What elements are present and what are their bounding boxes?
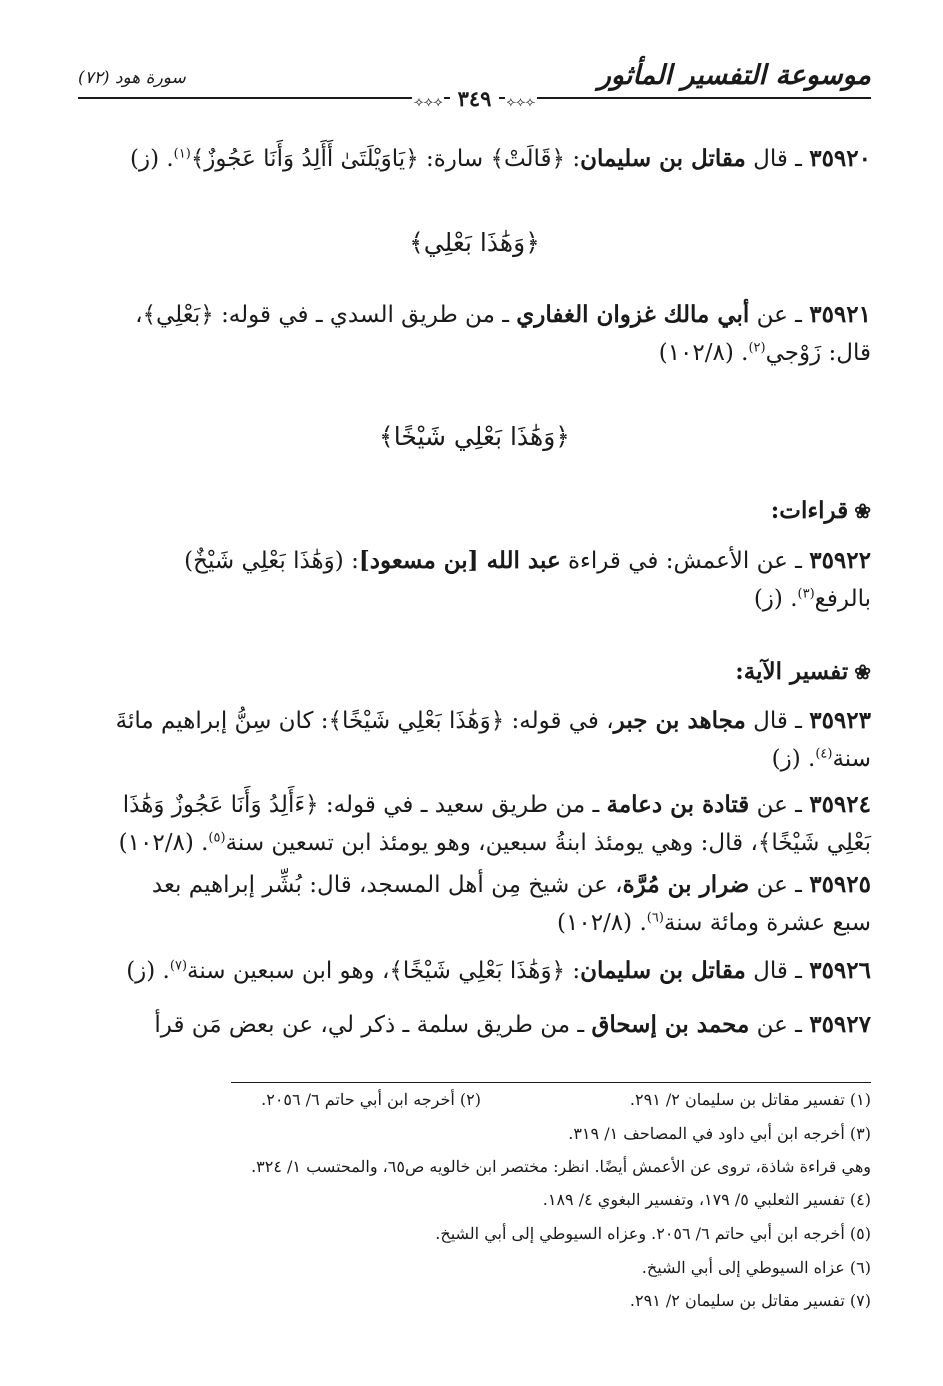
entry-text: ـ من طريق سلمة ـ ذكر لي، عن بعض مَن قرأ <box>154 1012 592 1038</box>
narrator-name: أبي مالك غزوان الغفاري <box>516 301 750 328</box>
ornament-icon: ⟢⟢⟢ <box>506 95 536 110</box>
entry-source: . (ز) <box>126 958 170 984</box>
entry-text: سنة <box>832 746 871 772</box>
heading-text: قراءات: <box>770 497 849 524</box>
flower-icon: ❀ <box>854 499 871 523</box>
ornament-icon: ⟣⟣⟣ <box>413 95 443 110</box>
section-heading-tafsir <box>735 658 871 685</box>
entry-35926 <box>78 952 871 990</box>
entry-text: ـ قال <box>745 146 810 172</box>
narrator-name: مقاتل بن سليمان <box>580 957 746 984</box>
entry-35920 <box>78 140 871 178</box>
page-number-area <box>78 86 871 111</box>
section-heading-qiraat <box>771 497 871 524</box>
entry-number: ٣٥٩٢٢ <box>809 547 871 574</box>
footnote-ref: (٢) <box>748 340 766 356</box>
entry-source: . (ز) <box>771 746 816 772</box>
entry-text: بالرفع <box>814 586 871 612</box>
footnote-3: (٣) أخرجه ابن أبي داود في المصاحف ١/ ٣١٩. <box>568 1124 871 1143</box>
narrator-name: قتادة بن دعامة <box>606 791 750 818</box>
entry-35925 <box>78 866 871 942</box>
narrator-name: مقاتل بن سليمان <box>580 145 746 172</box>
entry-source: . (ز) <box>129 146 174 172</box>
entry-source: . (ز) <box>753 586 798 612</box>
verse-heading: ﴿وَهَٰذَا بَعْلِي شَيْخًا﴾ <box>379 422 570 451</box>
entry-35927 <box>78 1006 871 1044</box>
entry-number: ٣٥٩٢٦ <box>809 957 871 984</box>
entry-35922 <box>78 542 871 618</box>
footnote-6: (٦) عزاه السيوطي إلى أبي الشيخ. <box>641 1258 871 1277</box>
entry-text: ـ من طريق السدي ـ في قوله: ﴿بَعْلِي﴾، <box>135 302 517 328</box>
entry-text: ـ عن <box>749 792 810 818</box>
footnote-row <box>60 1090 871 1112</box>
footnote-ref: (٦) <box>646 910 664 926</box>
flower-icon: ❀ <box>854 660 871 684</box>
narrator-name: ضرار بن مُرَّة <box>622 871 750 898</box>
entry-text: ـ قال <box>745 708 810 734</box>
entry-source: . (١٠٢/٨) <box>118 830 209 856</box>
narrator-name: محمد بن إسحاق <box>591 1011 750 1038</box>
entry-text: : (وَهَٰذَا بَعْلِي شَيْخٌ) <box>184 548 359 574</box>
entry-text: ـ عن الأعمش: في قراءة <box>560 548 810 574</box>
entry-text: ، عن شيخ مِن أهل المسجد، قال: بُشِّر إبراهيم بعد <box>151 872 623 898</box>
entry-text: ـ عن <box>749 872 810 898</box>
footnote-ref: (٧) <box>169 958 188 974</box>
footnote-ref: (٥) <box>208 830 226 846</box>
footnote-2: (٢) أخرجه ابن أبي حاتم ٦/ ٢٠٥٦. <box>261 1090 481 1109</box>
entry-number: ٣٥٩٢٧ <box>809 1011 871 1038</box>
entry-number: ٣٥٩٢٠ <box>809 145 871 172</box>
entry-35923 <box>78 702 871 778</box>
narrator-name: عبد الله [بن مسعود] <box>358 547 561 574</box>
verse-heading: ﴿وَهَٰذَا بَعْلِي﴾ <box>409 228 540 257</box>
entry-35921 <box>78 296 871 372</box>
entry-text: ـ من طريق سعيد ـ في قوله: ﴿ءَأَلِدُ وَأَنَا عَجُوزٌ وَهَٰذَا <box>122 792 607 818</box>
entry-text: ـ عن <box>749 1012 810 1038</box>
entry-text: : ﴿قَالَتْ﴾ سارة: ﴿يَاوَيْلَتَىٰ أَأَلِدُ وَأَنَا عَجُوزٌ﴾ <box>190 146 581 172</box>
page-header <box>78 58 871 111</box>
footnote-ref: (٤) <box>815 746 833 762</box>
entry-text: قال: زَوْجي <box>765 340 871 366</box>
footnote-1: (١) تفسير مقاتل بن سليمان ٢/ ٢٩١. <box>629 1090 871 1109</box>
footnote-ref: (٣) <box>797 586 815 602</box>
footnote-4: (٤) تفسير الثعلبي ٥/ ١٧٩، وتفسير البغوي ٤/ ١٨٩. <box>542 1190 871 1209</box>
entry-text: سبع عشرة ومائة سنة <box>663 910 871 936</box>
footnote-rule <box>231 1082 871 1083</box>
entry-text: ـ قال <box>745 958 810 984</box>
entry-35924 <box>78 786 871 862</box>
footnote-5: (٥) أخرجه ابن أبي حاتم ٦/ ٢٠٥٦. وعزاه السيوطي إلى أبي الشيخ. <box>435 1224 871 1243</box>
footnote-7: (٧) تفسير مقاتل بن سليمان ٢/ ٢٩١. <box>629 1291 871 1310</box>
narrator-name: مجاهد بن جبر <box>613 707 746 734</box>
footnote-ref: (١) <box>173 146 191 162</box>
surah-label: سورة هود (٧٢) <box>78 68 186 88</box>
entry-text: ، في قوله: ﴿وَهَٰذَا بَعْلِي شَيْخًا﴾: كان سِنُّ إبراهيم مائةَ <box>115 708 614 734</box>
entry-number: ٣٥٩٢١ <box>809 301 871 328</box>
entry-text: بَعْلِي شَيْخًا﴾، قال: وهي يومئذ ابنةُ سبعين، وهو يومئذ ابن تسعين سنة <box>225 830 871 856</box>
entry-source: . (١٠٢/٨) <box>557 910 647 936</box>
footnote-3-note: وهي قراءة شاذة، تروى عن الأعمش أيضًا. انظر: مختصر ابن خالويه ص٦٥، والمحتسب ١/ ٣٢٤. <box>251 1157 871 1176</box>
entry-number: ٣٥٩٢٣ <box>809 707 871 734</box>
entry-number: ٣٥٩٢٤ <box>809 791 871 818</box>
book-title: موسوعة التفسير المأثور <box>597 60 871 91</box>
page-number: ٣٤٩ <box>450 86 500 111</box>
entry-text: : ﴿وَهَٰذَا بَعْلِي شَيْخًا﴾، وهو ابن سبعين سنة <box>187 958 581 984</box>
entry-number: ٣٥٩٢٥ <box>809 871 871 898</box>
heading-text: تفسير الآية: <box>735 658 849 685</box>
entry-source: . (١٠٢/٨) <box>658 340 749 366</box>
entry-text: ـ عن <box>749 302 810 328</box>
